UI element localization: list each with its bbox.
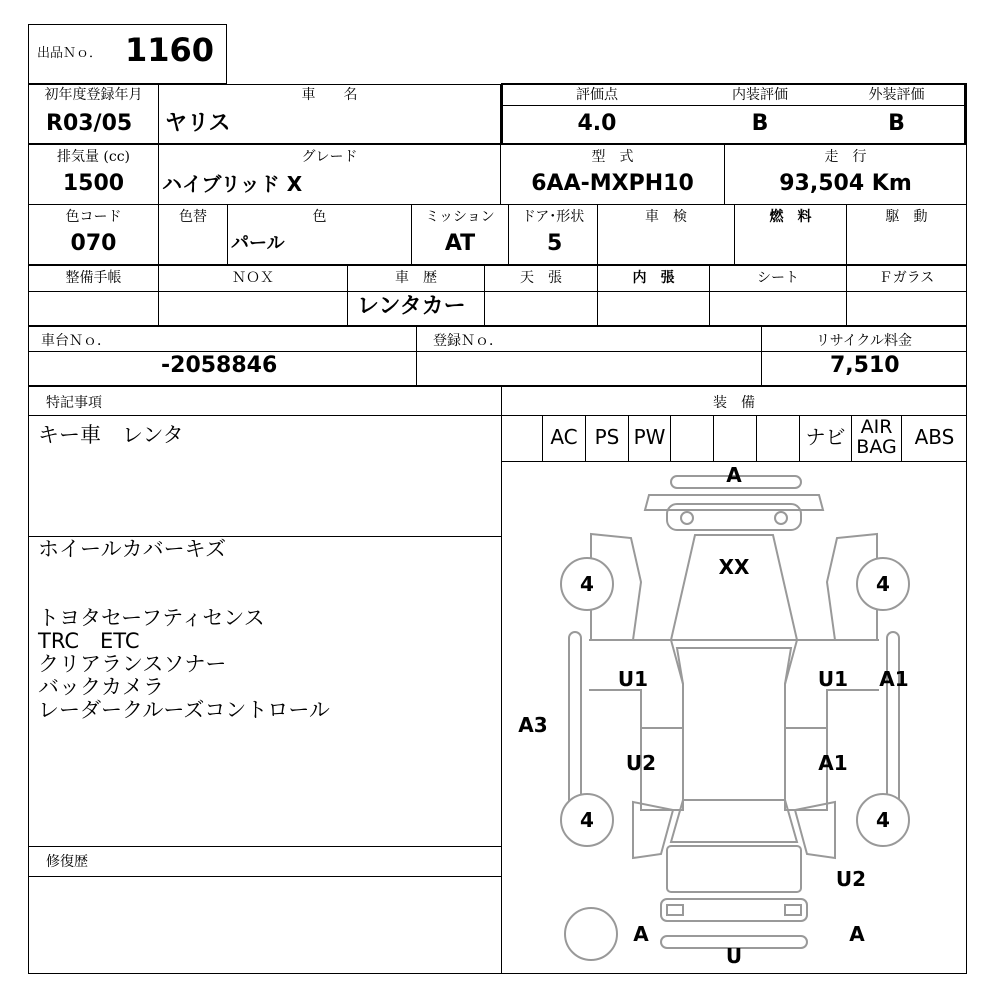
recycle-label: リサイクル料金	[815, 333, 913, 349]
displacement-value: 1500	[62, 171, 125, 196]
color-label: 色	[312, 209, 327, 225]
roof-label: 天 張	[485, 268, 597, 292]
history-cell	[347, 265, 485, 326]
fuel-label: 燃 料	[769, 209, 812, 225]
score-value: 4.0	[577, 111, 617, 136]
damage-front-left-tire: 4	[580, 572, 594, 596]
color-cell	[227, 204, 412, 265]
seat-label: シート	[710, 268, 846, 292]
score-cell	[503, 85, 692, 143]
door-cell	[508, 204, 598, 265]
reg-no-label: 登録Ｎｏ．	[433, 333, 503, 349]
history-value: レンタカー	[357, 294, 466, 319]
damage-right-front-door: U1	[817, 667, 849, 691]
damage-rear-right: A	[849, 922, 865, 946]
front-glass-label: Ｆガラス	[847, 268, 966, 292]
color-value: パール	[231, 233, 285, 254]
damage-right-rear-door: A1	[818, 751, 848, 775]
damage-rear-bumper: U	[725, 944, 743, 968]
car-name-label: 車 名	[301, 87, 358, 103]
model-label: 型 式	[591, 149, 634, 165]
damage-rear-left-tire: 4	[580, 808, 594, 832]
car-diagram	[501, 462, 967, 974]
mission-cell	[411, 204, 509, 265]
grade-cell	[158, 144, 501, 205]
car-name-value: ヤリス	[165, 111, 231, 136]
damage-right-fender: A1	[879, 667, 909, 691]
damage-rear-left: A	[633, 922, 649, 946]
chassis-value: -2058846	[161, 353, 278, 378]
lot-label: 出品Ｎｏ．	[37, 46, 103, 61]
displacement-cell	[28, 144, 159, 205]
damage-left-side: A3	[518, 713, 548, 737]
nox-label: ＮＯＸ	[159, 268, 347, 292]
repair-label: 修復歴	[46, 854, 88, 870]
interior-value: B	[751, 111, 769, 136]
damage-front-right-tire: 4	[876, 572, 890, 596]
inspection-label: 車 検	[645, 209, 687, 225]
equipment-item: AC	[543, 415, 586, 461]
front-glass-cell	[846, 265, 967, 326]
exterior-cell	[829, 85, 964, 143]
damage-trunk-right: U2	[835, 867, 867, 891]
nox-cell	[158, 265, 348, 326]
reg-no-cell	[416, 326, 762, 386]
mission-value: AT	[444, 231, 476, 256]
damage-front-bumper: A	[726, 463, 742, 487]
mileage-label: 走 行	[824, 149, 867, 165]
notes-label: 特記事項	[46, 395, 102, 411]
roof-cell	[484, 265, 598, 326]
exterior-value: B	[888, 111, 905, 136]
equipment-item: ABS	[914, 425, 955, 449]
equipment-item	[757, 415, 800, 461]
repair-divider	[28, 876, 502, 877]
repaint-cell	[158, 204, 228, 265]
score-label: 評価点	[503, 85, 691, 106]
grade-value: ハイブリッド X	[162, 172, 303, 196]
equipment-item: PW	[629, 415, 671, 461]
reg-date-cell	[28, 84, 159, 144]
damage-hood: XX	[718, 555, 750, 579]
displacement-label: 排気量 (cc)	[56, 149, 131, 165]
mileage-cell	[724, 144, 967, 205]
maintenance-cell	[28, 265, 159, 326]
grade-label: グレード	[301, 149, 358, 165]
model-value: 6AA-MXPH10	[531, 171, 694, 196]
inner-lining-cell	[597, 265, 710, 326]
drive-label: 駆 動	[885, 209, 928, 225]
chassis-label: 車台Ｎｏ．	[41, 333, 111, 349]
model-cell	[500, 144, 725, 205]
equipment-item: PS	[586, 415, 629, 461]
exterior-label: 外装評価	[829, 85, 964, 106]
mileage-value: 93,504 Km	[779, 171, 912, 196]
history-label: 車 歴	[348, 268, 484, 292]
fuel-cell	[734, 204, 847, 265]
reg-date-value: R03/05	[46, 111, 133, 136]
notes-section-2: ホイールカバーキズ トヨタセーフティセンス TRC ETC クリアランスソナー バックカメラ レーダークルーズコントロール	[38, 537, 330, 722]
seat-cell	[709, 265, 847, 326]
mission-label: ミッション	[425, 209, 495, 225]
equipment-item: ナビ	[800, 415, 852, 461]
chassis-cell	[28, 326, 417, 386]
lot-number: 1160	[125, 31, 215, 69]
door-label: ドア･形状	[521, 209, 585, 225]
repaint-label: 色替	[179, 209, 207, 225]
notes-divider	[28, 415, 502, 416]
interior-cell	[691, 85, 830, 143]
damage-left-rear-door: U2	[625, 751, 657, 775]
notes-line-1: キー車 レンタ	[38, 423, 184, 447]
equipment-item	[714, 415, 757, 461]
color-code-value: 070	[70, 231, 117, 256]
inspection-cell	[597, 204, 735, 265]
color-code-label: 色コード	[65, 209, 122, 225]
equipment-item	[671, 415, 714, 461]
lot-box	[28, 24, 227, 84]
inner-lining-label: 内 張	[598, 268, 709, 292]
equipment-label: 装 備	[713, 395, 755, 411]
recycle-cell	[761, 326, 967, 386]
damage-rear-right-tire: 4	[876, 808, 890, 832]
damage-left-front-door: U1	[617, 667, 649, 691]
equipment-row	[501, 415, 967, 462]
repair-divider-top	[28, 846, 502, 847]
equipment-item	[501, 415, 543, 461]
interior-label: 内装評価	[691, 85, 829, 106]
drive-cell	[846, 204, 967, 265]
color-code-cell	[28, 204, 159, 265]
reg-date-label: 初年度登録年月	[44, 87, 143, 103]
recycle-value: 7,510	[830, 353, 900, 378]
maintenance-label: 整備手帳	[29, 268, 158, 292]
row5-divider	[28, 351, 967, 352]
door-value: 5	[547, 231, 563, 256]
equipment-item: AIR BAG	[852, 415, 902, 461]
car-name-cell	[158, 84, 501, 144]
